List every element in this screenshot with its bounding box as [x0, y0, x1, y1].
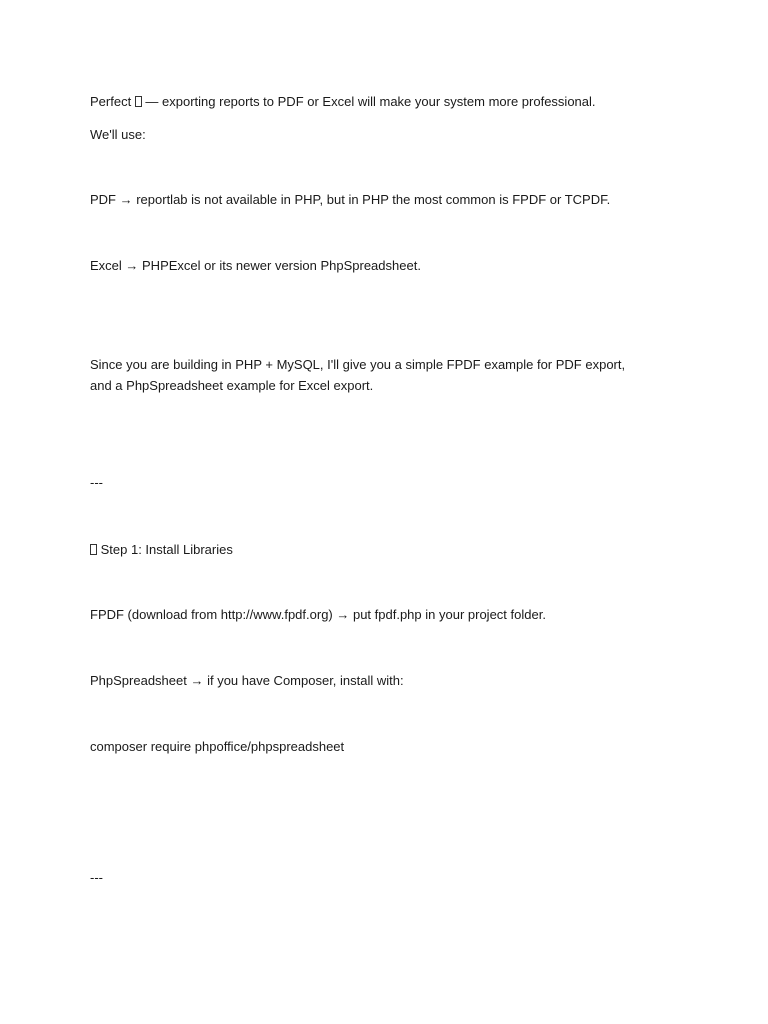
step-1-text: Step 1: Install Libraries	[97, 542, 233, 557]
fpdf-paragraph: FPDF (download from http://www.fpdf.org) → put fpdf.php in your project folder.	[90, 607, 546, 622]
phpspreadsheet-paragraph: PhpSpreadsheet → if you have Composer, install with:	[90, 673, 404, 688]
step-1-heading	[90, 539, 650, 560]
missing-emoji-icon	[135, 96, 142, 107]
well-use-paragraph: We'll use:	[90, 127, 146, 142]
composer-command: composer require phpoffice/phpspreadsheet	[90, 739, 345, 754]
missing-emoji-icon	[90, 544, 97, 555]
intro-text-end: — exporting reports to PDF or Excel will make your system more professional.	[141, 94, 596, 109]
pdf-paragraph: PDF → reportlab is not available in PHP, but in PHP the most common is FPDF or TCPDF.	[90, 192, 611, 207]
intro-text-start: Perfect	[90, 94, 135, 109]
intro-paragraph	[90, 91, 650, 112]
separator-2: ---	[90, 870, 103, 885]
context-paragraph: Since you are building in PHP + MySQL, I'll give you a simple FPDF example for PDF export, and a PhpSpreadsheet example for Excel export.	[90, 357, 629, 393]
excel-paragraph: Excel → PHPExcel or its newer version PhpSpreadsheet.	[90, 258, 421, 273]
separator-1: ---	[90, 475, 103, 490]
